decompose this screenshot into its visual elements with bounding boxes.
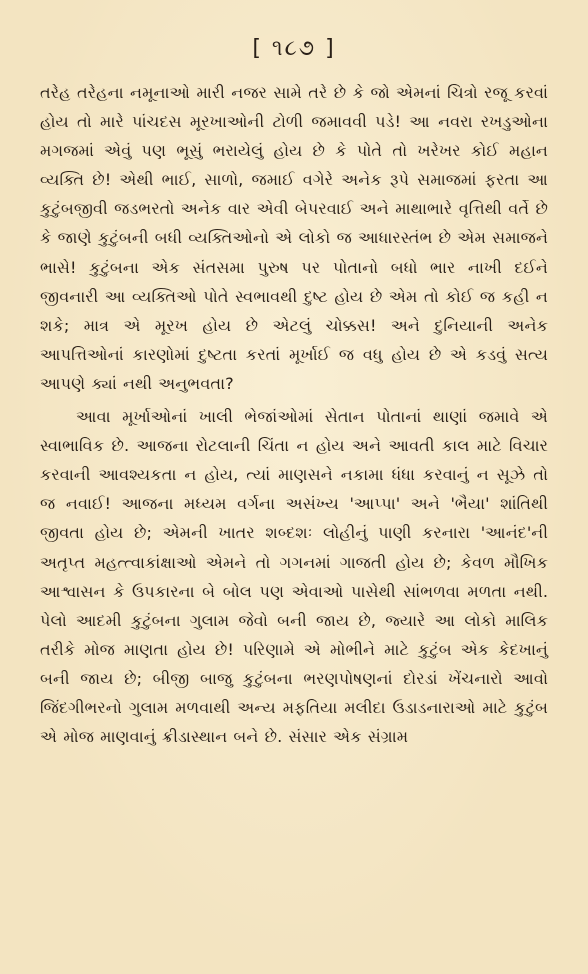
page-number: [ ૧૮૭ ] bbox=[252, 36, 336, 61]
paragraph-2: આવા મૂર્ખાઓનાં ખાલી ભેજાંઓમાં સેતાન પોતાનાં થાણાં જમાવે એ સ્વાભાવિક છે. આજના રોટલાની ચિંતા ન હોય અને આવતી કાલ માટે વિચાર કરવાની આવશ્યકતા ન હોય, ત્યાં માણસને નકામા ધંધા કરવાનું ન સૂઝે તો જ નવાઈ! આજના મધ્યમ વર્ગના અસંખ્ય 'આપ્પા' અને 'ભૈયા' શાંતિથી જીવતા હોય છે; એમની ખાતર શબ્દશઃ લોહીનું પાણી કરનારા 'આનંદ'ની અતૃપ્ત મહત્ત્વાકાંક્ષાઓ એમને તો ગગનમાં ગાજતી હોય છે; કેવળ મૌખિક આશ્વાસન કે ઉપકારના બે બોલ પણ એવાઓ પાસેથી સાંભળવા મળતા નથી. પેલો આદમી કુટુંબના ગુલામ જેવો બની જાય છે, જ્યારે આ લોકો માલિક તરીકે મોજ માણતા હોય છે! પરિણામે એ મોભીને માટે કુટુંબ એક કેદખાનું બની જાય છે; બીજી બાજુ કુટુંબના ભરણપોષણનાં દોરડાં ખેંચનારો આવો જિંદગીભરનો ગુલામ મળવાથી અન્ય મફતિયા મલીદા ઉડાડનારાઓ માટે કુટુંબ એ મોજ માણવાનું ક્રીડાસ્થાન બને છે. સંસાર એક સંગ્રામ bbox=[40, 407, 548, 747]
paragraph-1: તરેહ તરેહના નમૂનાઓ મારી નજર સામે તરે છે કે જો એમનાં ચિત્રો રજૂ કરવાં હોય તો મારે પાંચદસ મૂરખાઓની ટોળી જમાવવી પડે! આ નવરા રખડુઓના મગજમાં એવું પણ ભૂસું ભરાયેલું હોય છે કે પોતે તો ખરેખર કોઈ મહાન વ્યક્તિ છે! એથી ભાઈ, સાળો, જમાઈ વગેરે અનેક રૂપે સમાજમાં ફરતા આ કુટુંબજીવી જડભરતો અનેક વાર એવી બેપરવાઈ અને માથાભારે વૃત્તિથી વર્તે છે કે જાણે કુટુંબની બધી વ્યક્તિઓનો એ લોકો જ આધારસ્તંભ છે એમ સમાજને ભાસે! કુટુંબના એક સંતસમા પુરુષ પર પોતાનો બધો ભાર નાખી દઈને જીવનારી આ વ્યક્તિઓ પોતે સ્વભાવથી દુષ્ટ હોય છે એમ તો કોઈ જ કહી ન શકે; માત્ર એ મૂરખ હોય છે એટલું ચોક્કસ! અને દુનિયાની અનેક આપત્તિઓનાં કારણોમાં દુષ્ટતા કરતાં મૂર્ખાઈ જ વધુ હોય છે એ કડવું સત્ય આપણે ક્યાં નથી અનુભવતા? bbox=[40, 83, 548, 393]
